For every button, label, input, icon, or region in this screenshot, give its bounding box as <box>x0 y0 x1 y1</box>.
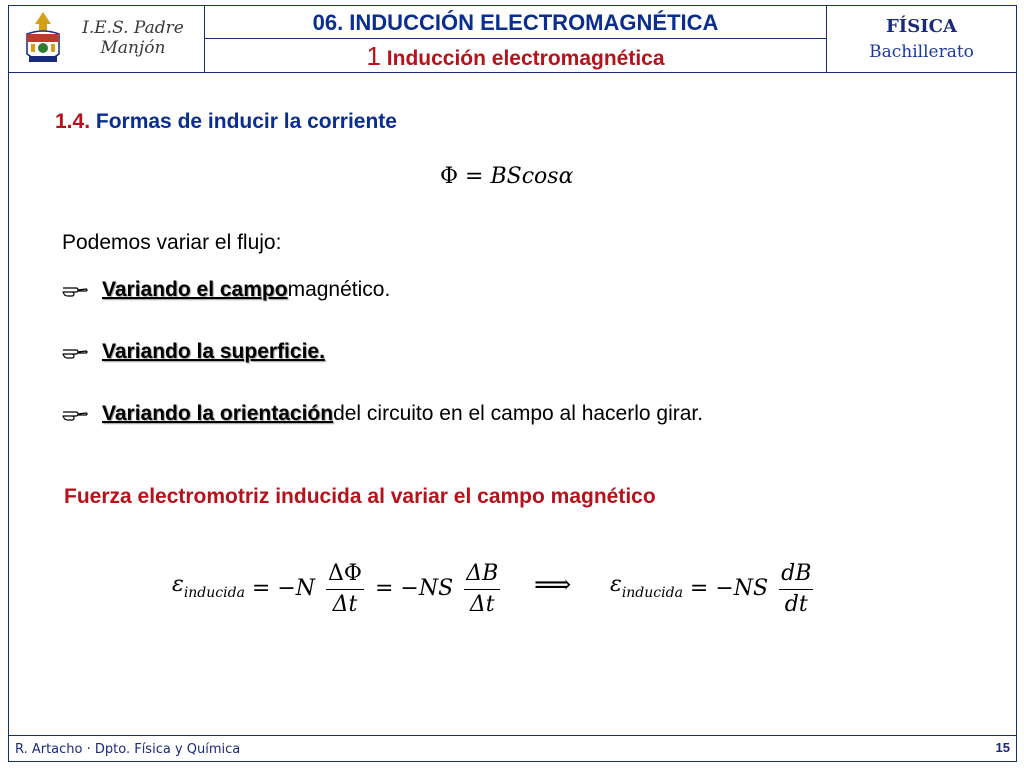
subsection-title: Formas de inducir la corriente <box>95 110 397 133</box>
subsection-number: 1.4. <box>55 110 91 133</box>
bullet-bold: Variando el campo <box>102 278 288 301</box>
bullet-item <box>62 340 325 364</box>
title-cell <box>205 6 827 72</box>
school-name-line2: Manjón <box>100 38 166 58</box>
slide-header <box>8 5 1017 73</box>
pointing-hand-icon <box>62 344 88 360</box>
bullet-bold: Variando la superficie. <box>102 340 325 363</box>
school-cell <box>9 6 205 72</box>
fraction-denominator: Δt <box>332 591 358 617</box>
fraction-numerator: ΔΦ <box>326 561 364 590</box>
emf-equation-discrete <box>172 555 504 625</box>
section-title <box>205 40 826 72</box>
flux-rhs: BScosα <box>490 164 574 189</box>
emf-heading: Fuerza electromotriz inducida al variar el campo magnético <box>64 485 656 508</box>
emf-equation-derivative <box>610 555 817 625</box>
emf-equals: = <box>251 576 271 601</box>
subject-name: FÍSICA <box>886 16 957 37</box>
school-logo-icon <box>21 10 65 68</box>
emf-equals-2: = <box>374 576 394 601</box>
intro-text: Podemos variar el flujo: <box>62 231 282 254</box>
pointing-hand-icon <box>62 406 88 422</box>
subject-cell <box>827 6 1016 72</box>
school-name-line1: I.E.S. Padre <box>82 18 184 38</box>
footer-author: R. Artacho · Dpto. Física y Química <box>15 742 241 757</box>
fraction-dphi-dt <box>326 561 364 618</box>
emf-minus-n: −N <box>277 576 316 601</box>
emf-subscript: inducida <box>183 585 245 601</box>
fraction-denominator: Δt <box>469 591 495 617</box>
flux-equation <box>440 164 573 189</box>
emf-epsilon: $\varepsilon_{inducida}$ <box>610 572 683 601</box>
fraction-db-dt-derivative <box>779 561 813 618</box>
fraction-numerator: dB <box>779 561 813 590</box>
unit-title: 06. INDUCCIÓN ELECTROMAGNÉTICA <box>205 6 826 39</box>
emf-minus-ns: −NS <box>715 576 769 601</box>
page-number: 15 <box>995 740 1010 755</box>
section-title-text: Inducción electromagnética <box>386 47 665 70</box>
bullet-item <box>62 402 703 426</box>
bullet-bold: Variando la orientación <box>102 402 334 425</box>
flux-symbol: Φ <box>440 164 459 189</box>
flux-equals: = <box>465 164 484 189</box>
section-number: 1 <box>366 41 381 71</box>
fraction-denominator: dt <box>784 591 808 617</box>
emf-equals: = <box>689 576 709 601</box>
bullet-rest: del circuito en el campo al hacerlo girar. <box>333 402 704 425</box>
fraction-db-dt <box>464 561 500 618</box>
emf-subscript: inducida <box>621 585 683 601</box>
fraction-numerator: ΔB <box>464 561 500 590</box>
school-name <box>67 18 199 58</box>
bullet-rest: magnético. <box>287 278 391 301</box>
emf-epsilon: $\varepsilon_{inducida}$ <box>172 572 245 601</box>
bullet-item <box>62 278 390 302</box>
subject-level: Bachillerato <box>869 42 974 62</box>
implies-arrow: ⟹ <box>534 570 572 600</box>
subsection-heading <box>55 110 397 134</box>
pointing-hand-icon <box>62 282 88 298</box>
emf-minus-ns: −NS <box>400 576 454 601</box>
implies-symbol <box>534 555 571 625</box>
slide-footer <box>8 735 1017 762</box>
